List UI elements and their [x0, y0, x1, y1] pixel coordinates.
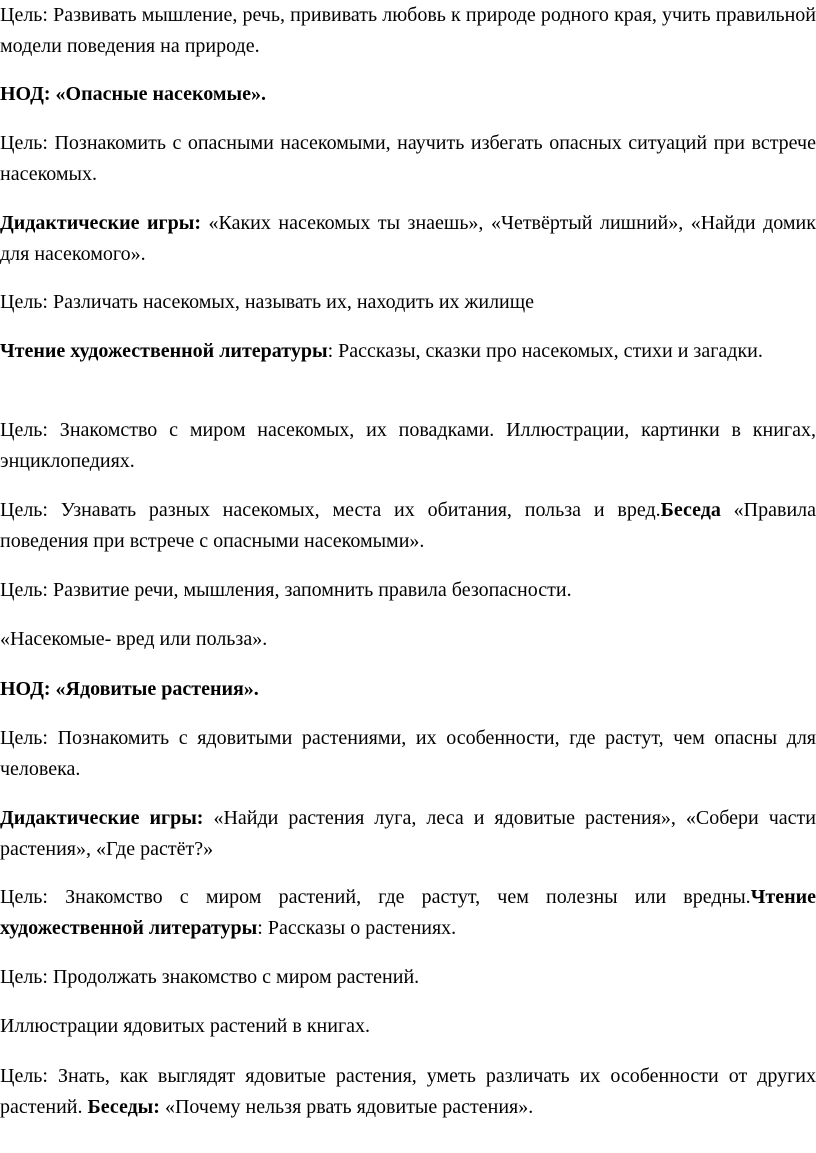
paragraph-didactic-games-insects: Дидактические игры: «Каких насекомых ты знаешь», «Четвёртый лишний», «Найди домик для насекомого».	[0, 212, 816, 265]
paragraph-goal-plant-world: Цель: Знакомство с миром растений, где растут, чем полезны или вредны.Чтение художественной литературы: Рассказы о растениях.	[0, 886, 816, 939]
paragraph-goal-plants: Цель: Познакомить с ядовитыми растениями, их особенности, где растут, чем опасны для человека.	[0, 727, 816, 780]
paragraph-illustrations-plants: Иллюстрации ядовитых растений в книгах.	[0, 1015, 371, 1037]
heading-poisonous-plants: НОД: «Ядовитые растения».	[0, 678, 259, 700]
paragraph-goal-speech: Цель: Развитие речи, мышления, запомнить правила безопасности.	[0, 579, 572, 601]
paragraph-goal-insect-world: Цель: Знакомство с миром насекомых, их повадками. Иллюстрации, картинки в книгах, энциклопедиях.	[0, 419, 816, 472]
paragraph-goal-recognize-insects: Цель: Узнавать разных насекомых, места их обитания, польза и вред.Беседа «Правила поведения при встрече с опасными насекомыми».	[0, 499, 816, 552]
paragraph-goal-distinguish-insects: Цель: Различать насекомых, называть их, находить их жилище	[0, 291, 535, 313]
paragraph-reading-insects: Чтение художественной литературы: Рассказы, сказки про насекомых, стихи и загадки.	[0, 340, 763, 362]
paragraph-insects-harm-benefit: «Насекомые- вред или польза».	[0, 628, 268, 650]
paragraph-goal-insects: Цель: Познакомить с опасными насекомыми, научить избегать опасных ситуаций при встрече насекомых.	[0, 132, 816, 185]
paragraph-goal-know-plants: Цель: Знать, как выглядят ядовитые растения, уметь различать их особенности от других растений. Беседы: «Почему нельзя рвать ядовитые растения».	[0, 1065, 816, 1118]
heading-dangerous-insects: НОД: «Опасные насекомые».	[0, 83, 267, 105]
paragraph-didactic-games-plants: Дидактические игры: «Найди растения луга, леса и ядовитые растения», «Собери части растения», «Где растёт?»	[0, 807, 816, 860]
paragraph-goal-intro: Цель: Развивать мышление, речь, прививать любовь к природе родного края, учить правильной модели поведения на природе.	[0, 4, 816, 57]
paragraph-goal-continue: Цель: Продолжать знакомство с миром растений.	[0, 966, 420, 988]
